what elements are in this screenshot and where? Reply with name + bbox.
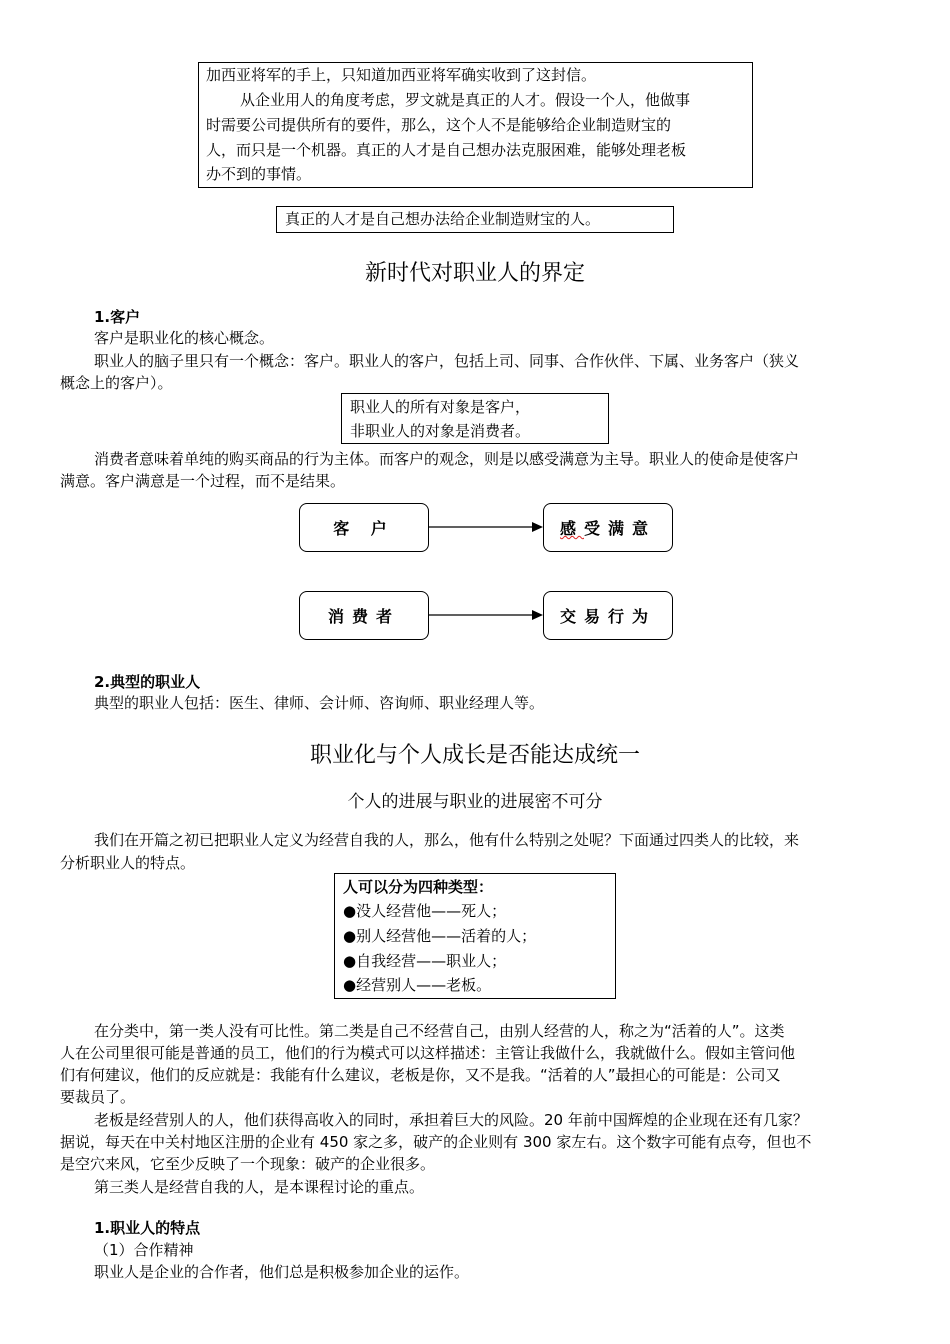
paragraph-line: 消费者意味着单纯的购买商品的行为主体。而客户的观念，则是以感受满意为主导。职业人的使命是使客户: [94, 450, 800, 468]
types-item: ●没人经营他——死人；: [343, 902, 507, 920]
quote-line: 人，而只是一个机器。真正的人才是自己想办法克服困难，能够处理老板: [206, 141, 687, 159]
paragraph-line: 分析职业人的特点。: [60, 854, 196, 872]
paragraph-line: 人在公司里很可能是普通的员工，他们的行为模式可以这样描述：主管让我做什么，我就做什么。假如主管问他: [60, 1044, 796, 1062]
paragraph: 客户是职业化的核心概念。: [94, 329, 275, 347]
types-item: ●别人经营他——活着的人；: [343, 927, 537, 945]
types-item: ●自我经营——职业人；: [343, 952, 507, 970]
paragraph-line: 老板是经营别人的人，他们获得高收入的同时，承担着巨大的风险。20 年前中国辉煌的企业现在还有几家？: [94, 1111, 808, 1129]
quote-line: 加西亚将军的手上，只知道加西亚将军确实收到了这封信。: [206, 66, 597, 84]
types-item: ●经营别人——老板。: [343, 976, 492, 994]
flow-label-rest: 受满意: [584, 519, 657, 538]
paragraph-line: 是空穴来风，它至少反映了一个现象：破产的企业很多。: [60, 1155, 436, 1173]
paragraph-line: 们有何建议，他们的反应就是：我能有什么建议，老板是你，又不是我。“活着的人”最担心的可能是：公司又: [60, 1066, 781, 1084]
paragraph-line: 职业人的脑子里只有一个概念：客户。职业人的客户，包括上司、同事、合作伙伴、下属、业务客户（狭义: [94, 352, 800, 370]
quote-line: 时需要公司提供所有的要件，那么，这个人不是能够给企业制造财宝的: [206, 116, 672, 134]
section-subtitle: 个人的进展与职业的进展密不可分: [347, 792, 603, 812]
flow-label: 消费者: [327, 607, 400, 626]
paragraph: 职业人是企业的合作者，他们总是积极参加企业的运作。: [94, 1263, 470, 1281]
definition-line: 职业人的所有对象是客户，: [350, 398, 531, 416]
sub-heading: （1）合作精神: [94, 1241, 194, 1259]
quote-line: 办不到的事情。: [206, 165, 312, 183]
highlight-text: 真正的人才是自己想办法给企业制造财宝的人。: [285, 210, 601, 228]
definition-line: 非职业人的对象是消费者。: [350, 422, 531, 440]
types-heading: 人可以分为四种类型：: [343, 878, 494, 896]
paragraph: 典型的职业人包括：医生、律师、会计师、咨询师、职业经理人等。: [94, 694, 545, 712]
paragraph-line: 我们在开篇之初已把职业人定义为经营自我的人，那么，他有什么特别之处呢？下面通过四类人的比较，来: [94, 831, 800, 849]
paragraph-line: 要裁员了。: [60, 1088, 136, 1106]
flow-label: 交易行为: [559, 607, 656, 626]
subsection-heading: 1.客户: [94, 308, 141, 326]
subsection-heading: 2.典型的职业人: [94, 673, 201, 691]
flow-label-first-char: 感: [559, 519, 584, 538]
paragraph: 第三类人是经营自我的人，是本课程讨论的重点。: [94, 1178, 425, 1196]
arrowhead: [532, 522, 543, 532]
flow-label: 客 户: [333, 519, 395, 538]
section-title: 新时代对职业人的界定: [364, 261, 585, 286]
paragraph-line: 据说，每天在中关村地区注册的企业有 450 家之多，破产的企业则有 300 家左右。这个数字可能有点夸，但也不: [60, 1133, 812, 1151]
paragraph-line: 在分类中，第一类人没有可比性。第二类是自己不经营自己，由别人经营的人，称之为“活着的人”。这类: [94, 1022, 785, 1040]
paragraph-line: 概念上的客户）。: [60, 374, 173, 392]
section-title: 职业化与个人成长是否能达成统一: [309, 743, 640, 768]
quote-line: 从企业用人的角度考虑，罗文就是真正的人才。假设一个人，他做事: [240, 91, 691, 109]
arrowhead: [532, 610, 543, 620]
subsection-heading: 1.职业人的特点: [94, 1219, 201, 1237]
paragraph-line: 满意。客户满意是一个过程，而不是结果。: [60, 472, 346, 490]
